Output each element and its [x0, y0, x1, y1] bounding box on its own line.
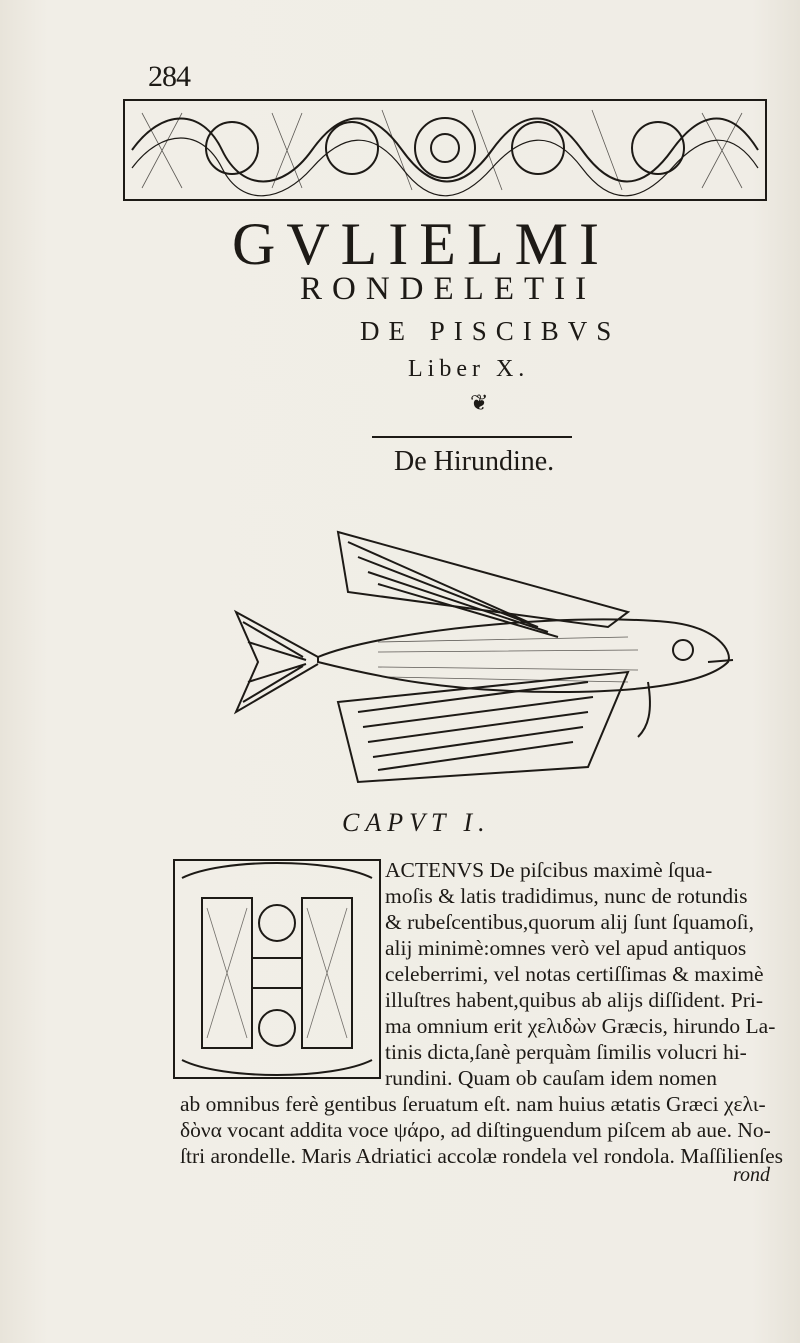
body-line-9: rundini. Quam ob cauſam idem nomen [385, 1066, 717, 1090]
ornamental-headpiece [122, 98, 768, 202]
body-line-7: ma omnium erit χελιδὼν Græcis, hirundo La- [385, 1014, 776, 1038]
body-line-12: ſtri arondelle. Maris Adriatici accolæ rondela vel rondola. Maſſilienſes [180, 1144, 784, 1168]
body-line-2: moſis & latis tradidimus, nunc de rotundis [385, 884, 748, 908]
author-first-name: GVLIELMI [232, 211, 610, 277]
decorated-initial-h-icon [172, 858, 382, 1080]
body-line-8: tinis dicta,ſanè perquàm ſimilis volucri hi- [385, 1040, 747, 1064]
body-line-11: δὸνα vocant addita voce ψάρο, ad diſtinguendum piſcem ab aue. No- [180, 1118, 771, 1142]
body-line-4: alij minimè:omnes verò vel apud antiquos [385, 936, 747, 960]
body-line-10: ab omnibus ferè gentibus ſeruatum eſt. nam huius ætatis Græci χελι- [180, 1092, 766, 1116]
flying-fish-woodcut [228, 512, 738, 792]
work-title: DE PISCIBVS [360, 316, 621, 346]
section-heading: De Hirundine. [394, 446, 555, 477]
catchword: rond [733, 1164, 771, 1186]
body-line-6: illuſtres habent,quibus ab alijs diſſident. Pri- [385, 988, 763, 1012]
book-number: Liber X. [408, 356, 530, 382]
body-line-3: & rubeſcentibus,quorum alij ſunt ſquamoſi, [385, 910, 755, 934]
body-line-5: celeberrimi, vel notas certiſſimas & maximè [385, 962, 764, 986]
fleuron-icon: ❦ [470, 390, 489, 415]
page-number: 284 [148, 60, 190, 93]
section-rule [372, 436, 572, 438]
chapter-heading: CAPVT I. [342, 808, 491, 837]
author-surname: RONDELETII [300, 271, 597, 307]
body-line-1: ACTENVS De piſcibus maximè ſqua- [385, 858, 713, 882]
